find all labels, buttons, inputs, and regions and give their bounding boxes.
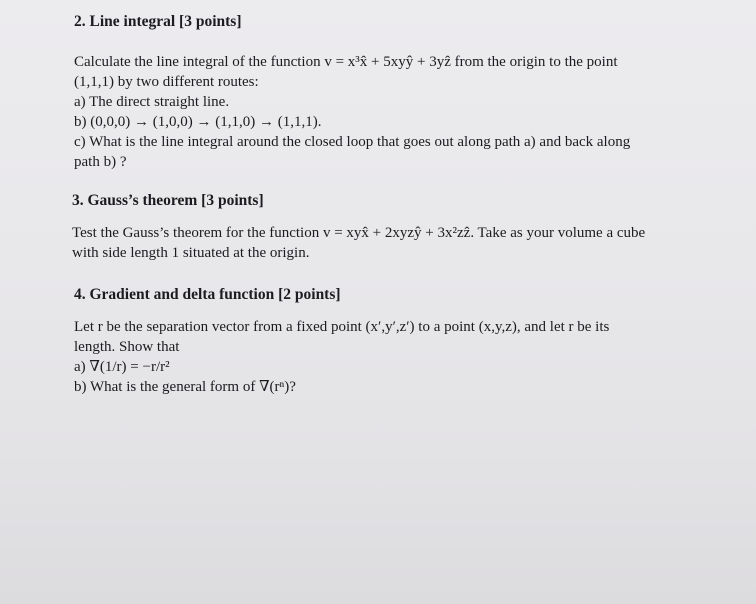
problem-3: [72, 191, 712, 263]
problem-2-title: 2. Line integral [3 points]: [74, 13, 242, 30]
problem-3-title: 3. Gauss’s theorem [3 points]: [72, 192, 264, 209]
problem-3-line-2: with side length 1 situated at the origin.: [72, 245, 310, 261]
problem-2-line-6: path b) ?: [74, 154, 127, 170]
problem-4-line-1: Let r be the separation vector from a fixed point (x′,y′,z′) to a point (x,y,z), and let r be its: [74, 319, 610, 335]
problem-4: [74, 285, 714, 397]
problem-2: [74, 12, 714, 172]
problem-3-line-1: Test the Gauss’s theorem for the function v = xyx̂ + 2xyzŷ + 3x²zẑ. Take as your volume a cube: [72, 225, 646, 241]
problem-4-title: 4. Gradient and delta function [2 points]: [74, 286, 341, 303]
problem-2-line-3: a) The direct straight line.: [74, 94, 230, 110]
problem-4-line-4: b) What is the general form of ∇(rⁿ)?: [74, 379, 296, 395]
problem-2-line-4: b) (0,0,0) → (1,0,0) → (1,1,0) → (1,1,1).: [74, 114, 322, 130]
problem-2-line-2: (1,1,1) by two different routes:: [74, 74, 259, 90]
problem-4-line-2: length. Show that: [74, 339, 180, 355]
problem-2-line-5: c) What is the line integral around the closed loop that goes out along path a) and back along: [74, 134, 631, 150]
problem-2-line-1: Calculate the line integral of the function v = x³x̂ + 5xyŷ + 3yẑ from the origin to the point: [74, 54, 618, 70]
problem-4-line-3: a) ∇(1/r) = −r/r²: [74, 359, 170, 375]
